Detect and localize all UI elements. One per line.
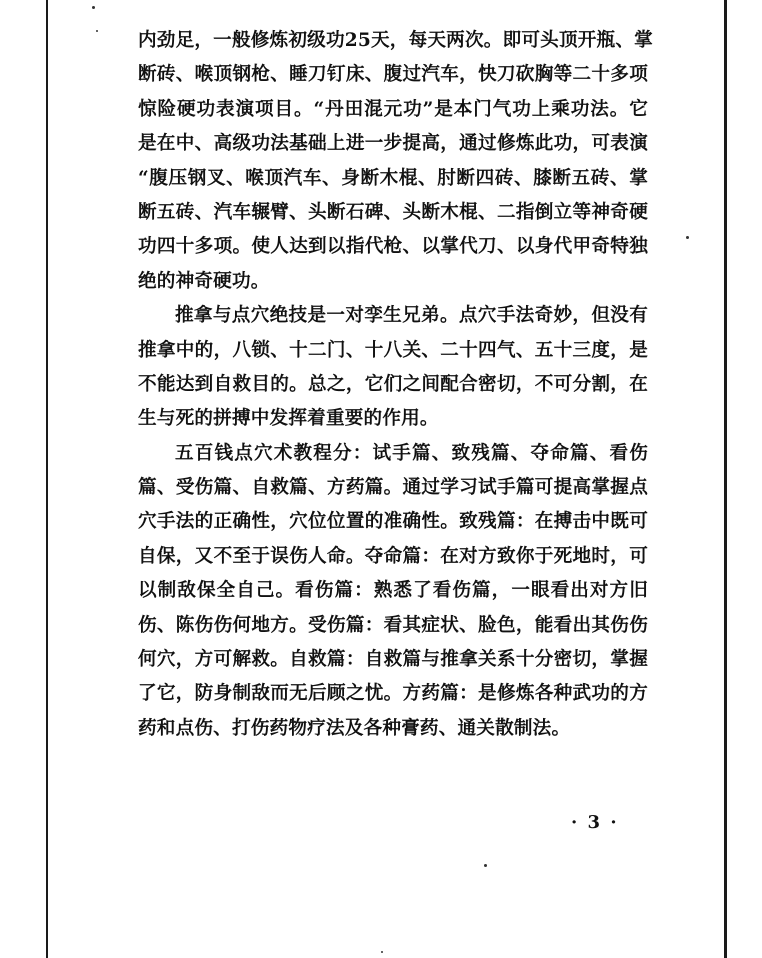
text-line: 绝的神奇硬功。 <box>138 270 270 292</box>
text-line: 断五砖、汽车辗臂、头断石碑、头断木棍、二指倒立等神奇硬 <box>138 201 648 223</box>
text-line: 药和点伤、打伤药物疗法及各种膏药、通关散制法。 <box>138 717 571 739</box>
text-line: 是在中、高级功法基础上进一步提高，通过修炼此功，可表演 <box>138 133 648 155</box>
text-line: 功四十多项。使人达到以指代枪、以掌代刀、以身代甲奇特独 <box>138 236 648 258</box>
text-line: “腹压钢叉、喉顶汽车、身断木棍、肘断四砖、膝断五砖、掌 <box>138 167 648 189</box>
body-text <box>138 24 653 746</box>
scan-speck <box>484 864 487 867</box>
paragraph-first-line: 推拿与点穴绝技是一对孪生兄弟。点穴手法奇妙，但没有 <box>175 305 648 327</box>
scan-speck <box>96 30 98 32</box>
text-line: 生与死的拼搏中发挥着重要的作用。 <box>138 408 439 430</box>
page-right-edge <box>724 0 727 958</box>
paragraph-first-line: 五百钱点穴术教程分：试手篇、致残篇、夺命篇、看伤 <box>175 442 648 464</box>
text-line: 穴手法的正确性，穴位位置的准确性。致残篇：在搏击中既可 <box>138 511 648 533</box>
text-line: 推拿中的，八锁、十二门、十八关、二十四气、五十三度，是 <box>138 339 648 361</box>
scan-speck <box>686 236 689 239</box>
page-left-edge <box>46 0 48 958</box>
text-line: 自保，又不至于误伤人命。夺命篇：在对方致你于死地时，可 <box>138 545 648 567</box>
text-line: 惊险硬功表演项目。“丹田混元功”是本门气功上乘功法。它 <box>138 98 648 120</box>
text-line: 伤、陈伤伤何地方。受伤篇：看其症状、脸色，能看出其伤伤 <box>138 614 648 636</box>
page-number: · 3 · <box>571 812 619 833</box>
text-line: 了它，防身制敌而无后顾之忧。方药篇：是修炼各种武功的方 <box>138 683 648 705</box>
scan-speck <box>92 6 95 9</box>
text-line: 内劲足，一般修炼初级功25天，每天两次。即可头顶开瓶、掌 <box>138 30 653 51</box>
text-line: 以制敌保全自己。看伤篇：熟悉了看伤篇，一眼看出对方旧 <box>138 580 648 602</box>
text-line: 断砖、喉顶钢枪、睡刀钉床、腹过汽车，快刀砍胸等二十多项 <box>138 64 648 86</box>
text-line: 何穴，方可解救。自救篇：自救篇与推拿关系十分密切，掌握 <box>138 649 648 671</box>
text-line: 篇、受伤篇、自救篇、方药篇。通过学习试手篇可提高掌握点 <box>138 477 648 499</box>
scan-speck <box>381 951 383 953</box>
text-line: 不能达到自救目的。总之，它们之间配合密切，不可分割，在 <box>138 373 648 395</box>
